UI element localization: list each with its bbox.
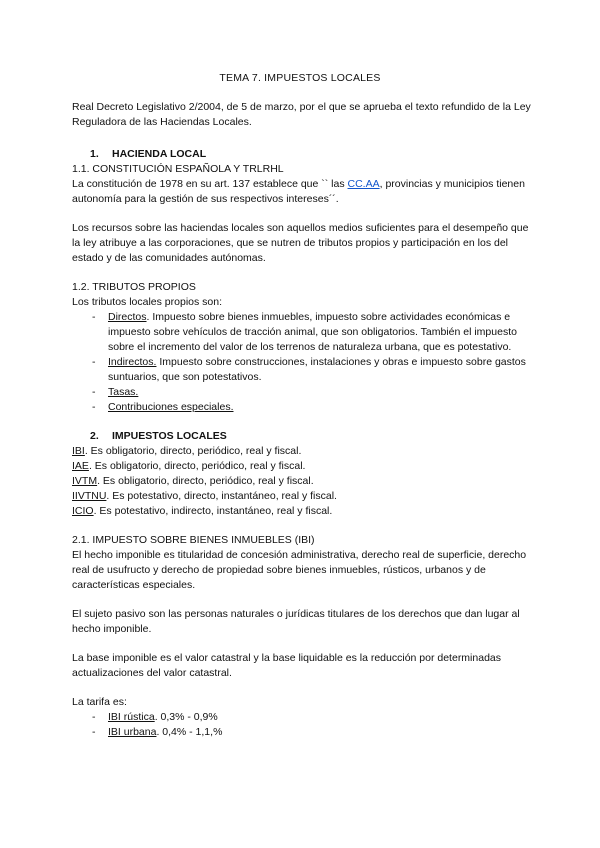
list-item-term: Directos (108, 311, 147, 323)
section-2-heading (90, 429, 532, 444)
tax-text: . Es potestativo, directo, instantáneo, real y fiscal. (106, 490, 337, 502)
paragraph-text: La constitución de 1978 en su art. 137 establece que `` las (72, 178, 348, 190)
tax-line (72, 489, 532, 504)
document-title: TEMA 7. IMPUESTOS LOCALES (219, 72, 381, 84)
subsection-1-2-title: 1.2. TRIBUTOS PROPIOS (72, 281, 196, 293)
tax-line (72, 444, 532, 459)
list-item-term: Indirectos. (108, 356, 157, 368)
list-item-term: Tasas. (108, 386, 139, 398)
list-item (88, 385, 532, 400)
list-item (88, 355, 532, 385)
tax-text: . Es potestativo, indirecto, instantáneo, real y fiscal. (93, 505, 333, 517)
tax-abbr: ICIO (72, 505, 94, 517)
list-item-term: IBI urbana (108, 726, 157, 738)
list-item (88, 710, 532, 725)
list-item (88, 725, 532, 740)
subsection-2-1-paragraph-1: El hecho imponible es titularidad de concesión administrativa, derecho real de superficie, derecho real de usufructo y derecho de propiedad sobre bienes inmuebles, rústicos, urbanos y de características especiales. (72, 549, 527, 591)
subsection-2-1-title: 2.1. IMPUESTO SOBRE BIENES INMUEBLES (IBI) (72, 534, 315, 546)
tax-abbr: IVTM (72, 475, 98, 487)
section-1-heading (90, 147, 532, 162)
tax-abbr: IBI (72, 445, 85, 457)
tax-text: . Es obligatorio, directo, periódico, real y fiscal. (84, 445, 302, 457)
tax-text: . Es obligatorio, directo, periódico, real y fiscal. (97, 475, 314, 487)
tax-text: . Es obligatorio, directo, periódico, real y fiscal. (88, 460, 306, 472)
subsection-1-1-paragraph-2: Los recursos sobre las haciendas locales son aquellos medios suficientes para el desempeño que la ley atribuye a las corporaciones, que se nutren de tributos propios y participación en los del estado y de las comunidades autónomas. (72, 222, 529, 264)
subsection-1-1-paragraph-1 (72, 177, 532, 207)
list-item (88, 400, 532, 415)
subsection-2-1-paragraph-3: La base imponible es el valor catastral y la base liquidable es la reducción por determinadas actualizaciones del valor catastral. (72, 652, 501, 679)
list-item-term: IBI rústica (108, 711, 155, 723)
list-item-text: . 0,3% - 0,9% (154, 711, 218, 723)
section-1-number: 1. (90, 148, 99, 160)
own-taxes-list (72, 310, 532, 415)
list-item-text: . Impuesto sobre bienes inmuebles, impuesto sobre actividades económicas e impuesto sobre vehículos de tracción animal, que son obligatorios. También el impuesto sobre el incremento del valor de los terrenos de naturaleza urbana, que es potestativo. (108, 311, 517, 353)
section-1-title: HACIENDA LOCAL (112, 148, 207, 160)
tax-line (72, 504, 532, 519)
document-body (72, 100, 532, 740)
intro-paragraph: Real Decreto Legislativo 2/2004, de 5 de marzo, por el que se aprueba el texto refundido de la Ley Reguladora de las Haciendas Locales. (72, 101, 531, 128)
subsection-2-1-paragraph-2: El sujeto pasivo son las personas naturales o jurídicas titulares de los derechos que dan lugar al hecho imponible. (72, 608, 520, 635)
paragraph-text: , provincias y municipios tienen autonomía para la gestión de sus respectivos intereses´´. (72, 178, 525, 205)
tax-abbr: IIVTNU (72, 490, 107, 502)
list-item-text: Impuesto sobre construcciones, instalaciones y obras e impuesto sobre gastos suntuarios, que son potestativos. (108, 356, 526, 383)
list-item-text: . 0,4% - 1,1,% (156, 726, 223, 738)
tax-line (72, 459, 532, 474)
section-2-number: 2. (90, 430, 99, 442)
section-2-title: IMPUESTOS LOCALES (112, 430, 227, 442)
list-item (88, 310, 532, 355)
ccaa-link[interactable]: CC.AA (347, 178, 380, 190)
subsection-1-2-intro: Los tributos locales propios son: (72, 296, 222, 308)
tax-abbr: IAE (72, 460, 89, 472)
tarifa-list (72, 710, 532, 740)
tax-line (72, 474, 532, 489)
tarifa-intro: La tarifa es: (72, 696, 127, 708)
list-item-term: Contribuciones especiales. (108, 401, 234, 413)
subsection-1-1-title: 1.1. CONSTITUCIÓN ESPAÑOLA Y TRLRHL (72, 163, 284, 175)
